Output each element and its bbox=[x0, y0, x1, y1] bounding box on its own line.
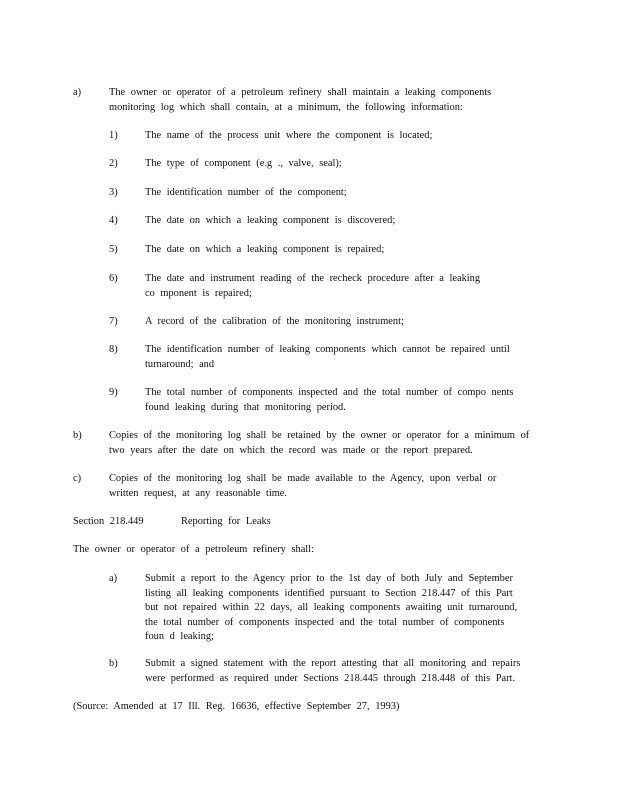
reporting-item-text bbox=[145, 572, 517, 645]
text-line: foun d leaking; bbox=[145, 631, 214, 643]
reporting-item-label: a) bbox=[109, 573, 118, 584]
source-note bbox=[73, 700, 399, 715]
text-line: Submit a report to the Agency prior to the 1st day of both July and September bbox=[145, 573, 513, 584]
text-line: listing all leaking components identified pursuant to Section 218.447 of this Part bbox=[145, 587, 513, 599]
text-line: co mponent is repaired; bbox=[145, 287, 252, 299]
section-b-text bbox=[109, 429, 529, 458]
text-line: The name of the process unit where the component is located; bbox=[145, 130, 433, 141]
list-item-text bbox=[145, 157, 342, 172]
list-item-text bbox=[145, 386, 513, 415]
section-c-text bbox=[109, 472, 496, 501]
text-line: Copies of the monitoring log shall be made available to the Agency, upon verbal or bbox=[109, 473, 497, 484]
text-line: A record of the calibration of the monitoring instrument; bbox=[145, 316, 404, 327]
text-line: monitoring log which shall contain, at a minimum, the following information: bbox=[109, 101, 463, 113]
source-note-text: (Source: Amended at 17 Ill. Reg. 16636, effective September 27, 1993) bbox=[73, 701, 400, 712]
text-line: Submit a signed statement with the report attesting that all monitoring and repairs bbox=[145, 658, 521, 669]
text-line: The date on which a leaking component is repaired; bbox=[145, 244, 385, 255]
section-a-label: a) bbox=[73, 87, 82, 98]
text-line: The identification number of leaking components which cannot be repaired until bbox=[145, 344, 510, 355]
text-line: two years after the date on which the record was made or the report prepared. bbox=[109, 444, 473, 456]
section-a-text bbox=[109, 86, 491, 115]
text-line: Copies of the monitoring log shall be retained by the owner or operator for a minimum of bbox=[109, 430, 530, 441]
list-item-number: 4) bbox=[109, 215, 118, 226]
text-line: The date on which a leaking component is discovered; bbox=[145, 215, 396, 226]
text-line: turnaround; and bbox=[145, 358, 215, 370]
text-line: were performed as required under Sections 218.445 through 218.448 of this Part. bbox=[145, 672, 516, 684]
list-item-number: 8) bbox=[109, 344, 118, 355]
list-item-text bbox=[145, 186, 347, 201]
list-item-number: 3) bbox=[109, 187, 118, 198]
text-line: The total number of components inspected and the total number of compo nents bbox=[145, 387, 514, 398]
list-item-number: 5) bbox=[109, 244, 118, 255]
text-line: The date and instrument reading of the recheck procedure after a leaking bbox=[145, 273, 481, 284]
list-item-number: 6) bbox=[109, 273, 118, 284]
text-line: The identification number of the component; bbox=[145, 187, 347, 198]
section-title: Reporting for Leaks bbox=[181, 516, 271, 527]
reporting-item-text bbox=[145, 657, 520, 686]
section-number: Section 218.449 bbox=[73, 516, 144, 527]
list-item-text bbox=[145, 272, 480, 301]
list-item-number: 7) bbox=[109, 316, 118, 327]
list-item-number: 2) bbox=[109, 158, 118, 169]
list-item-number: 9) bbox=[109, 387, 118, 398]
section-b-label: b) bbox=[73, 430, 82, 441]
list-item-text bbox=[145, 214, 395, 229]
list-item-text bbox=[145, 243, 384, 258]
section-c-label: c) bbox=[73, 473, 82, 484]
text-line: but not repaired within 22 days, all leaking components awaiting unit turnaround, bbox=[145, 602, 518, 614]
text-line: found leaking during that monitoring period. bbox=[145, 401, 346, 413]
text-line: The type of component (e.g ., valve, seal); bbox=[145, 158, 342, 169]
text-line: The owner or operator of a petroleum refinery shall maintain a leaking components bbox=[109, 87, 492, 98]
list-item-text bbox=[145, 129, 432, 144]
list-item-text bbox=[145, 343, 510, 372]
intro-text: The owner or operator of a petroleum refinery shall: bbox=[73, 544, 314, 555]
text-line: the total number of components inspected and the total number of components bbox=[145, 616, 505, 628]
list-item-text bbox=[145, 315, 404, 330]
list-item-number: 1) bbox=[109, 130, 118, 141]
reporting-item-label: b) bbox=[109, 658, 118, 669]
intro-paragraph bbox=[73, 543, 314, 558]
text-line: written request, at any reasonable time. bbox=[109, 487, 288, 499]
